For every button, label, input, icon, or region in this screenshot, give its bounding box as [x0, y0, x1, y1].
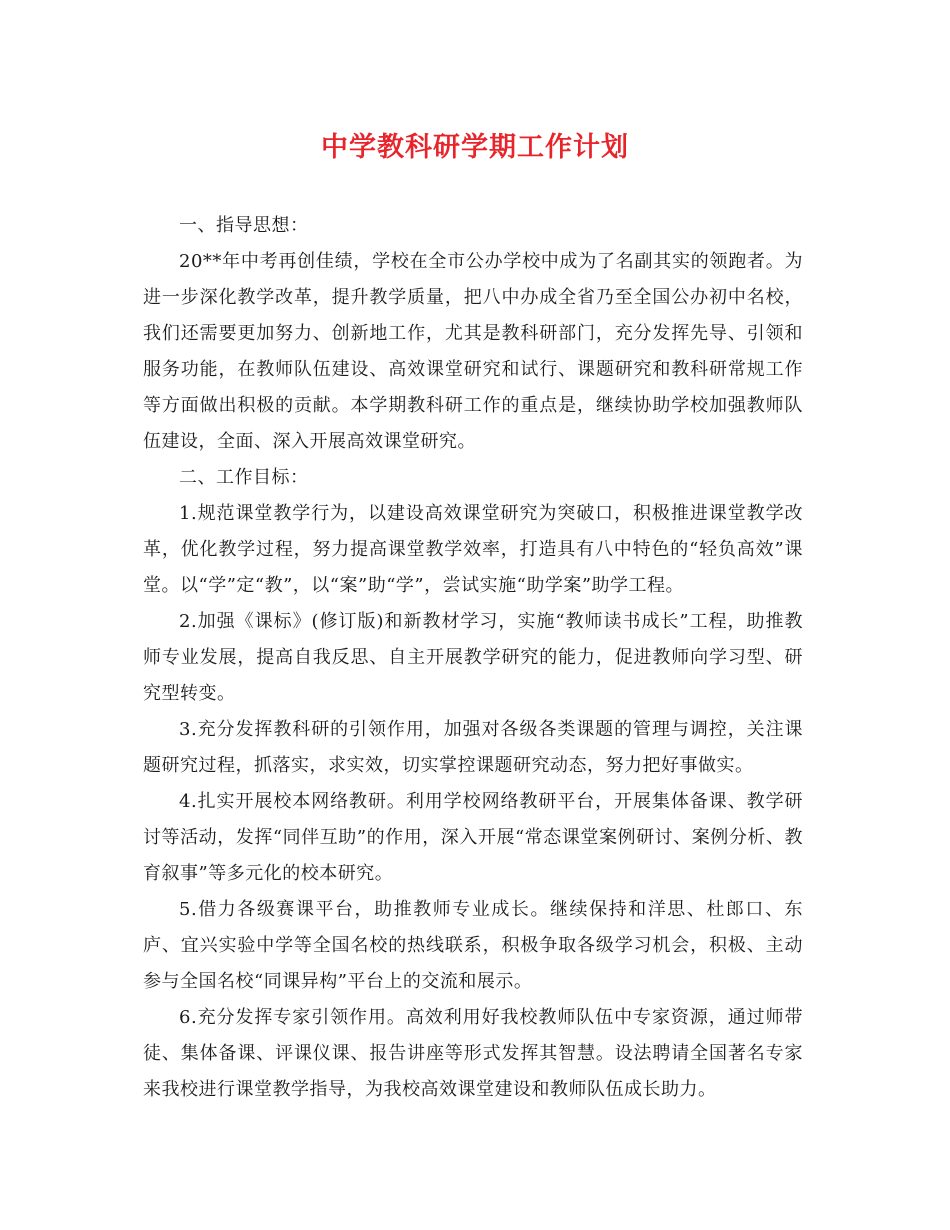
document-title: 中学教科研学期工作计划 [321, 132, 629, 163]
document-body [143, 208, 803, 1108]
goal-item-3: 3.充分发挥教科研的引领作用，加强对各级各类课题的管理与调控，关注课题研究过程，抓落实，求实效，切实掌控课题研究动态，努力把好事做实。 [143, 719, 803, 776]
paragraph-guiding-ideology: 20**年中考再创佳绩，学校在全市公办学校中成为了名副其实的领跑者。为进一步深化教学改革，提升教学质量，把八中办成全省乃至全国公办初中名校，我们还需要更加努力、创新地工作，尤其是教科研部门，充分发挥先导、引领和服务功能，在教师队伍建设、高效课堂研究和试行、课题研究和教科研常规工作等方面做出积极的贡献。本学期教科研工作的重点是，继续协助学校加强教师队伍建设，全面、深入开展高效课堂研究。 [143, 251, 803, 452]
goal-item-1: 1.规范课堂教学行为，以建设高效课堂研究为突破口，积极推进课堂教学改革，优化教学过程，努力提高课堂教学效率，打造具有八中特色的“轻负高效”课堂。以“学”定“教”，以“案”助“学”，尝试实施“助学案”助学工程。 [143, 503, 803, 596]
goal-item-4: 4.扎实开展校本网络教研。利用学校网络教研平台，开展集体备课、教学研讨等活动，发挥“同伴互助”的作用，深入开展“常态课堂案例研讨、案例分析、教育叙事”等多元化的校本研究。 [143, 791, 803, 884]
goal-item-6: 6.充分发挥专家引领作用。高效利用好我校教师队伍中专家资源，通过师带徒、集体备课、评课仪课、报告讲座等形式发挥其智慧。设法聘请全国著名专家来我校进行课堂教学指导，为我校高效课堂建设和教师队伍成长助力。 [143, 1007, 803, 1100]
section-heading-work-goals: 二、工作目标： [179, 467, 309, 488]
section-heading-guiding-ideology: 一、指导思想： [179, 215, 309, 236]
goal-item-5: 5.借力各级赛课平台，助推教师专业成长。继续保持和洋思、杜郎口、东庐、宜兴实验中学等全国名校的热线联系，积极争取各级学习机会，积极、主动参与全国名校“同课异构”平台上的交流和展示。 [143, 899, 803, 992]
goal-item-2: 2.加强《课标》(修订版)和新教材学习，实施“教师读书成长”工程，助推教师专业发展，提高自我反思、自主开展教学研究的能力，促进教师向学习型、研究型转变。 [143, 611, 803, 704]
